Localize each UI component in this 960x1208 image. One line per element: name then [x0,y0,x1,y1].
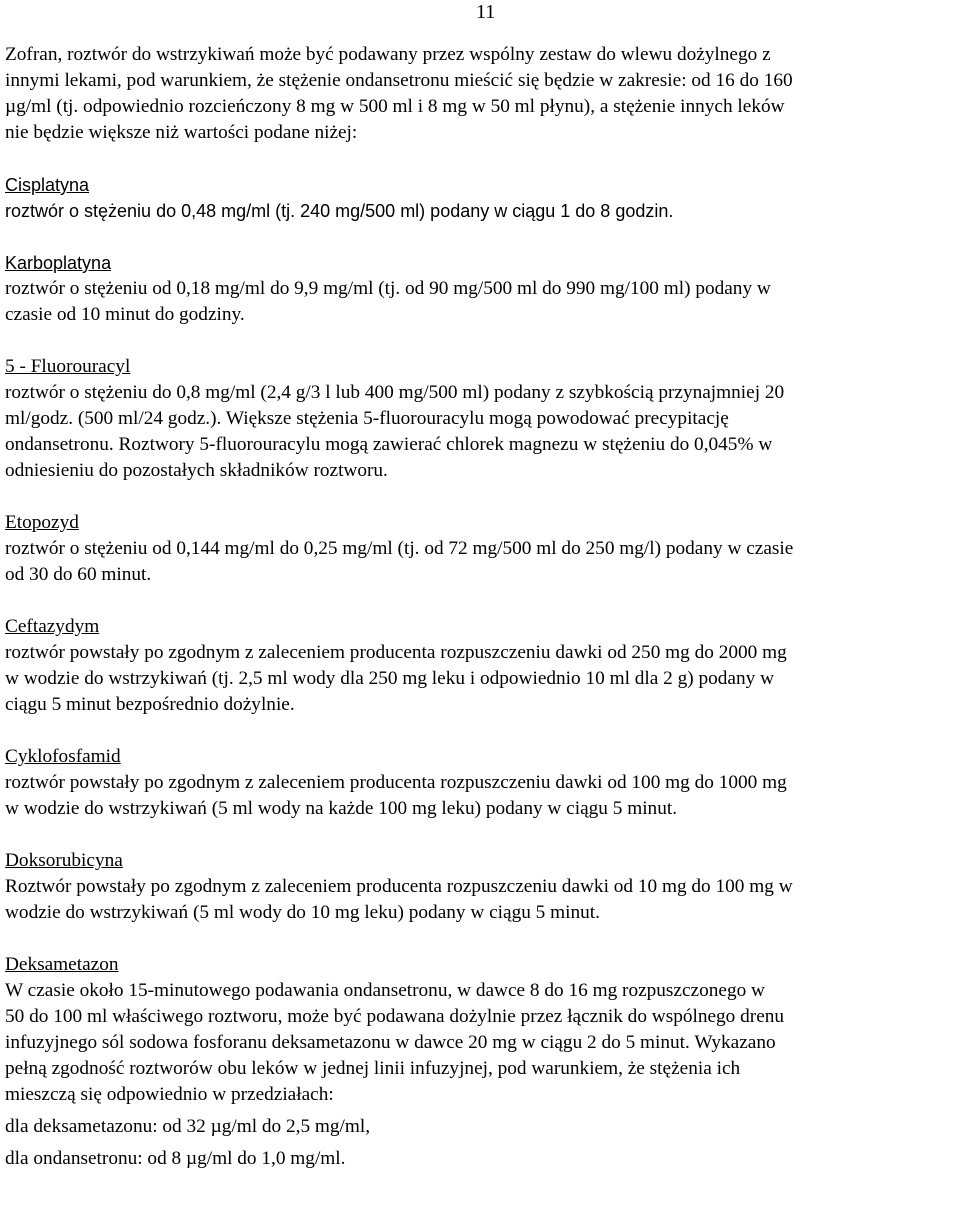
section-line: ciągu 5 minut bezpośrednio dożylnie. [5,694,295,715]
spacer [5,926,955,952]
section-line: odniesieniu do pozostałych składników roztworu. [5,460,388,481]
section-heading: Cyklofosfamid [5,746,121,767]
section-deksametazon [5,952,955,1172]
section-line: od 30 do 60 minut. [5,564,152,585]
section-heading: Deksametazon [5,954,119,975]
section-line: ml/godz. (500 ml/24 godz.). Większe stężenia 5-fluorouracylu mogą powodować precypitację [5,408,729,429]
section-fluorouracyl [5,354,955,484]
section-etopozyd [5,510,955,588]
section-heading: Karboplatyna [5,253,112,273]
section-cisplatyna [5,172,955,224]
section-line: roztwór o stężeniu do 0,48 mg/ml (tj. 240 mg/500 ml) podany w ciągu 1 do 8 godzin. [5,201,674,221]
section-line: pełną zgodność roztworów obu leków w jednej linii infuzyjnej, pod warunkiem, że stężenia ich [5,1058,741,1079]
section-line: W czasie około 15-minutowego podawania ondansetronu, w dawce 8 do 16 mg rozpuszczonego w [5,980,765,1001]
section-line: ondansetronu. Roztwory 5-fluorouracylu mogą zawierać chlorek magnezu w stężeniu do 0,045% w [5,434,773,455]
spacer [5,484,955,510]
section-line: mieszczą się odpowiednio w przedziałach: [5,1084,334,1105]
section-line: roztwór powstały po zgodnym z zaleceniem producenta rozpuszczeniu dawki od 100 mg do 1000 mg [5,772,787,793]
section-heading: 5 - Fluorouracyl [5,356,131,377]
section-heading: Ceftazydym [5,616,100,637]
intro-line: Zofran, roztwór do wstrzykiwań może być podawany przez wspólny zestaw do wlewu dożylnego z [5,44,771,65]
section-line: roztwór o stężeniu do 0,8 mg/ml (2,4 g/3 l lub 400 mg/500 ml) podany z szybkością przynajmniej 20 [5,382,785,403]
section-line: 50 do 100 ml właściwego roztworu, może być podawana dożylnie przez łącznik do wspólnego drenu [5,1006,785,1027]
section-line: w wodzie do wstrzykiwań (tj. 2,5 ml wody dla 250 mg leku i odpowiednio 10 ml dla 2 g) podany w [5,668,774,689]
section-line: roztwór o stężeniu od 0,144 mg/ml do 0,25 mg/ml (tj. od 72 mg/500 ml do 250 mg/l) podany w czasie [5,538,794,559]
spacer [5,146,955,172]
document-body [5,42,955,1172]
section-doksorubicyna [5,848,955,926]
section-heading: Cisplatyna [5,175,90,195]
section-cyklofosfamid [5,744,955,822]
spacer [5,224,955,250]
intro-line: nie będzie większe niż wartości podane niżej: [5,122,358,143]
section-line: Roztwór powstały po zgodnym z zaleceniem producenta rozpuszczeniu dawki od 10 mg do 100 mg w [5,876,793,897]
section-line: infuzyjnego sól sodowa fosforanu deksametazonu w dawce 20 mg w ciągu 2 do 5 minut. Wykazano [5,1032,776,1053]
section-line: wodzie do wstrzykiwań (5 ml wody do 10 mg leku) podany w ciągu 5 minut. [5,902,600,923]
section-line: roztwór o stężeniu od 0,18 mg/ml do 9,9 mg/ml (tj. od 90 mg/500 ml do 990 mg/100 ml) podany w [5,278,771,299]
section-ceftazydym [5,614,955,718]
section-heading: Etopozyd [5,512,79,533]
section-karboplatyna [5,250,955,328]
section-line: czasie od 10 minut do godziny. [5,304,245,325]
spacer [5,718,955,744]
spacer [5,328,955,354]
intro-line: innymi lekami, pod warunkiem, że stężenie ondansetronu mieścić się będzie w zakresie: od 16 do 160 [5,70,793,91]
section-line: dla deksametazonu: od 32 µg/ml do 2,5 mg/ml, [5,1116,371,1137]
section-line: roztwór powstały po zgodnym z zaleceniem producenta rozpuszczeniu dawki od 250 mg do 2000 mg [5,642,787,663]
spacer [5,822,955,848]
spacer [5,588,955,614]
intro-line: µg/ml (tj. odpowiednio rozcieńczony 8 mg w 500 ml i 8 mg w 50 ml płynu), a stężenie innych leków [5,96,785,117]
section-heading: Doksorubicyna [5,850,123,871]
page-number: 11 [476,1,496,23]
section-line: dla ondansetronu: od 8 µg/ml do 1,0 mg/ml. [5,1148,346,1169]
section-line: w wodzie do wstrzykiwań (5 ml wody na każde 100 mg leku) podany w ciągu 5 minut. [5,798,678,819]
intro-paragraph [5,42,955,146]
